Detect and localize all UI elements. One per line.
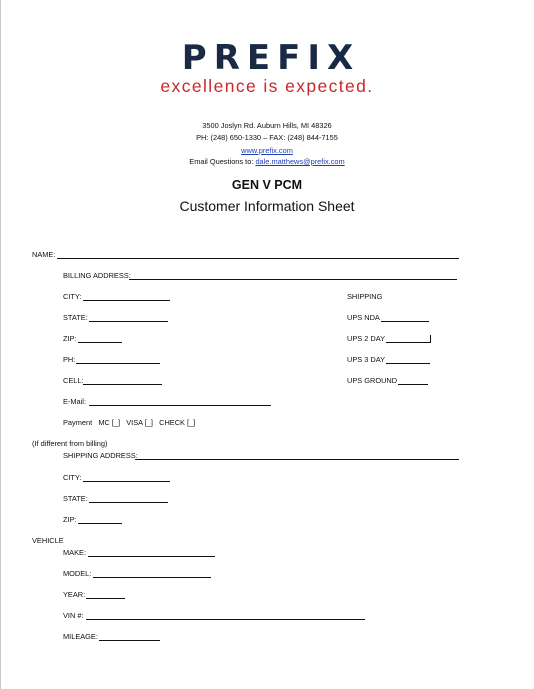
- logo-tagline: excellence is expected.: [160, 76, 374, 96]
- shipping-zip-field[interactable]: [78, 523, 122, 524]
- ups-2day-field[interactable]: [386, 342, 430, 343]
- email-prefix: Email Questions to:: [189, 157, 256, 166]
- shipping-address-label: SHIPPING ADDRESS:: [63, 451, 138, 460]
- year-label: YEAR:: [63, 590, 86, 599]
- ups-2day-label: UPS 2 DAY: [347, 334, 386, 343]
- billing-address-label: BILLING ADDRESS:: [63, 271, 131, 280]
- billing-city-label: CITY:: [63, 292, 82, 301]
- vehicle-heading: VEHICLE: [32, 536, 64, 545]
- if-different-note: (If different from billing): [32, 439, 108, 448]
- billing-phone-field[interactable]: [76, 363, 160, 364]
- billing-zip-field[interactable]: [78, 342, 122, 343]
- shipping-address-field[interactable]: [135, 459, 459, 460]
- ups-3day-label: UPS 3 DAY: [347, 355, 386, 364]
- ups-nda-field[interactable]: [381, 321, 429, 322]
- website-link[interactable]: www.prefix.com: [241, 146, 293, 155]
- make-field[interactable]: [88, 556, 215, 557]
- billing-state-label: STATE:: [63, 313, 88, 322]
- page-edge: [0, 0, 1, 689]
- company-address: 3500 Joslyn Rd. Auburn Hills, MI 48326: [202, 121, 332, 130]
- name-field[interactable]: [57, 258, 459, 259]
- billing-email-label: E-Mail:: [63, 397, 86, 406]
- billing-phone-label: PH:: [63, 355, 76, 364]
- billing-city-field[interactable]: [83, 300, 170, 301]
- mileage-field[interactable]: [99, 640, 160, 641]
- document-title: GEN V PCM: [231, 178, 303, 192]
- model-field[interactable]: [93, 577, 211, 578]
- company-phone-fax: PH: (248) 650-1330 – FAX: (248) 844-7155: [196, 133, 338, 142]
- email-line: [0, 157, 534, 166]
- document-subtitle: Customer Information Sheet: [179, 198, 355, 214]
- ups-ground-field[interactable]: [398, 384, 428, 385]
- shipping-heading: SHIPPING: [347, 292, 383, 301]
- vin-label: VIN #:: [63, 611, 84, 620]
- mileage-label: MILEAGE:: [63, 632, 98, 641]
- payment-options[interactable]: Payment MC [_] VISA [_] CHECK [_]: [63, 418, 196, 427]
- model-label: MODEL:: [63, 569, 92, 578]
- year-field[interactable]: [86, 598, 125, 599]
- ups-ground-label: UPS GROUND: [347, 376, 398, 385]
- shipping-city-field[interactable]: [83, 481, 170, 482]
- vin-field[interactable]: [86, 619, 365, 620]
- billing-cell-label: CELL:: [63, 376, 84, 385]
- shipping-zip-label: ZIP:: [63, 515, 77, 524]
- prefix-logo: PREFIX: [181, 38, 361, 78]
- name-label: NAME:: [32, 250, 56, 259]
- billing-cell-field[interactable]: [83, 384, 162, 385]
- billing-zip-label: ZIP:: [63, 334, 77, 343]
- shipping-state-field[interactable]: [89, 502, 168, 503]
- email-link[interactable]: dale.matthews@prefix.com: [255, 157, 345, 166]
- billing-state-field[interactable]: [89, 321, 168, 322]
- website-link-wrap: [0, 146, 534, 155]
- shipping-city-label: CITY:: [63, 473, 82, 482]
- billing-email-field[interactable]: [89, 405, 271, 406]
- shipping-state-label: STATE:: [63, 494, 88, 503]
- ups-nda-label: UPS NDA: [347, 313, 380, 322]
- billing-address-field[interactable]: [129, 279, 457, 280]
- ups-3day-field[interactable]: [386, 363, 430, 364]
- text-cursor: [430, 335, 431, 343]
- make-label: MAKE:: [63, 548, 86, 557]
